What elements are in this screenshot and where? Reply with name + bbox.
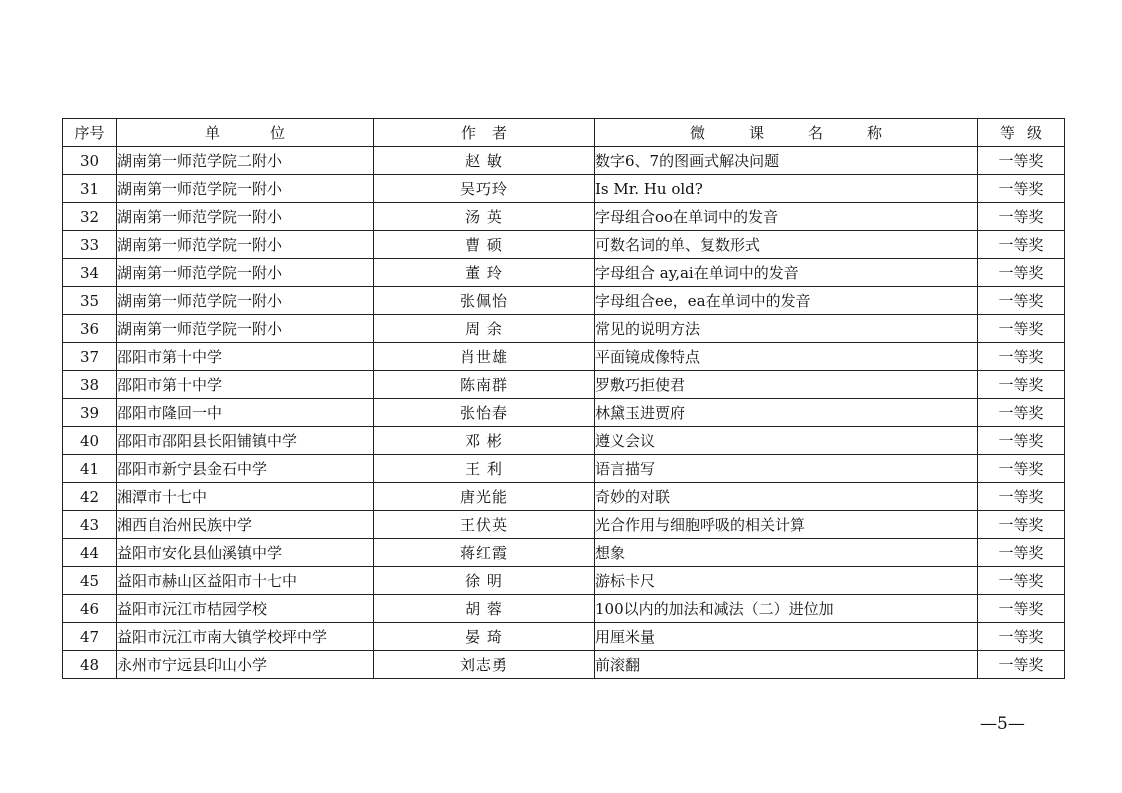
- cell-unit: 湖南第一师范学院一附小: [117, 287, 374, 315]
- table-row: [63, 287, 1065, 315]
- cell-level: 一等奖: [978, 483, 1065, 511]
- table-row: [63, 231, 1065, 259]
- cell-no: 30: [63, 147, 117, 175]
- table-row: [63, 371, 1065, 399]
- cell-author: 曹 硕: [374, 231, 595, 259]
- cell-author: 张怡春: [374, 399, 595, 427]
- cell-author: 张佩怡: [374, 287, 595, 315]
- cell-author: 赵 敏: [374, 147, 595, 175]
- cell-author: 汤 英: [374, 203, 595, 231]
- cell-unit: 邵阳市第十中学: [117, 371, 374, 399]
- cell-author: 邓 彬: [374, 427, 595, 455]
- cell-no: 36: [63, 315, 117, 343]
- cell-level: 一等奖: [978, 259, 1065, 287]
- cell-unit: 益阳市安化县仙溪镇中学: [117, 539, 374, 567]
- cell-level: 一等奖: [978, 287, 1065, 315]
- table-row: [63, 623, 1065, 651]
- table-row: [63, 175, 1065, 203]
- cell-level: 一等奖: [978, 231, 1065, 259]
- cell-unit: 邵阳市第十中学: [117, 343, 374, 371]
- cell-author: 唐光能: [374, 483, 595, 511]
- cell-level: 一等奖: [978, 371, 1065, 399]
- cell-no: 41: [63, 455, 117, 483]
- header-no: 序号: [63, 119, 117, 147]
- table-body: [63, 147, 1065, 679]
- cell-unit: 益阳市沅江市南大镇学校坪中学: [117, 623, 374, 651]
- table-row: [63, 427, 1065, 455]
- table-row: [63, 511, 1065, 539]
- header-unit: 单位: [117, 119, 374, 147]
- cell-author: 吴巧玲: [374, 175, 595, 203]
- cell-level: 一等奖: [978, 651, 1065, 679]
- cell-no: 31: [63, 175, 117, 203]
- cell-title: 遵义会议: [595, 427, 978, 455]
- header-author: 作者: [374, 119, 595, 147]
- cell-unit: 湘潭市十七中: [117, 483, 374, 511]
- cell-title: 前滚翻: [595, 651, 978, 679]
- cell-author: 蒋红霞: [374, 539, 595, 567]
- table-row: [63, 315, 1065, 343]
- cell-no: 34: [63, 259, 117, 287]
- cell-title: 语言描写: [595, 455, 978, 483]
- cell-level: 一等奖: [978, 455, 1065, 483]
- cell-unit: 益阳市沅江市桔园学校: [117, 595, 374, 623]
- cell-author: 王伏英: [374, 511, 595, 539]
- cell-unit: 湖南第一师范学院一附小: [117, 259, 374, 287]
- cell-level: 一等奖: [978, 343, 1065, 371]
- table-row: [63, 455, 1065, 483]
- table-row: [63, 399, 1065, 427]
- cell-no: 43: [63, 511, 117, 539]
- cell-no: 44: [63, 539, 117, 567]
- cell-author: 王 利: [374, 455, 595, 483]
- table-row: [63, 259, 1065, 287]
- cell-no: 32: [63, 203, 117, 231]
- header-title: 微课名称: [595, 119, 978, 147]
- cell-unit: 湘西自治州民族中学: [117, 511, 374, 539]
- cell-level: 一等奖: [978, 623, 1065, 651]
- cell-title: 字母组合ee，ea在单词中的发音: [595, 287, 978, 315]
- table-row: [63, 203, 1065, 231]
- cell-author: 肖世雄: [374, 343, 595, 371]
- cell-no: 35: [63, 287, 117, 315]
- cell-no: 46: [63, 595, 117, 623]
- cell-unit: 湖南第一师范学院二附小: [117, 147, 374, 175]
- cell-unit: 永州市宁远县印山小学: [117, 651, 374, 679]
- table-row: [63, 343, 1065, 371]
- cell-level: 一等奖: [978, 539, 1065, 567]
- cell-title: 奇妙的对联: [595, 483, 978, 511]
- cell-unit: 益阳市赫山区益阳市十七中: [117, 567, 374, 595]
- cell-author: 胡 蓉: [374, 595, 595, 623]
- cell-level: 一等奖: [978, 315, 1065, 343]
- table-row: [63, 147, 1065, 175]
- award-table: [62, 118, 1065, 679]
- table-row: [63, 595, 1065, 623]
- cell-no: 40: [63, 427, 117, 455]
- cell-title: 字母组合 ay,ai在单词中的发音: [595, 259, 978, 287]
- cell-title: 常见的说明方法: [595, 315, 978, 343]
- cell-unit: 邵阳市邵阳县长阳铺镇中学: [117, 427, 374, 455]
- cell-unit: 湖南第一师范学院一附小: [117, 175, 374, 203]
- cell-no: 42: [63, 483, 117, 511]
- cell-title: 林黛玉进贾府: [595, 399, 978, 427]
- cell-unit: 湖南第一师范学院一附小: [117, 203, 374, 231]
- cell-author: 晏 琦: [374, 623, 595, 651]
- table-row: [63, 539, 1065, 567]
- cell-unit: 邵阳市隆回一中: [117, 399, 374, 427]
- cell-level: 一等奖: [978, 147, 1065, 175]
- cell-level: 一等奖: [978, 567, 1065, 595]
- cell-level: 一等奖: [978, 427, 1065, 455]
- cell-no: 39: [63, 399, 117, 427]
- cell-level: 一等奖: [978, 595, 1065, 623]
- table-row: [63, 651, 1065, 679]
- cell-no: 38: [63, 371, 117, 399]
- cell-title: 用厘米量: [595, 623, 978, 651]
- cell-no: 45: [63, 567, 117, 595]
- cell-author: 陈南群: [374, 371, 595, 399]
- cell-title: 100以内的加法和减法（二）进位加: [595, 595, 978, 623]
- cell-author: 董 玲: [374, 259, 595, 287]
- table-row: [63, 483, 1065, 511]
- cell-title: Is Mr. Hu old?: [595, 175, 978, 203]
- cell-unit: 湖南第一师范学院一附小: [117, 231, 374, 259]
- page-number: —5—: [980, 714, 1025, 734]
- cell-level: 一等奖: [978, 175, 1065, 203]
- cell-level: 一等奖: [978, 203, 1065, 231]
- cell-title: 数字6、7的图画式解决问题: [595, 147, 978, 175]
- cell-title: 想象: [595, 539, 978, 567]
- cell-no: 33: [63, 231, 117, 259]
- cell-title: 平面镜成像特点: [595, 343, 978, 371]
- cell-title: 字母组合oo在单词中的发音: [595, 203, 978, 231]
- cell-title: 可数名词的单、复数形式: [595, 231, 978, 259]
- cell-author: 刘志勇: [374, 651, 595, 679]
- cell-no: 48: [63, 651, 117, 679]
- cell-unit: 邵阳市新宁县金石中学: [117, 455, 374, 483]
- cell-title: 游标卡尺: [595, 567, 978, 595]
- table-header-row: [63, 119, 1065, 147]
- cell-author: 周 余: [374, 315, 595, 343]
- cell-level: 一等奖: [978, 511, 1065, 539]
- cell-no: 37: [63, 343, 117, 371]
- cell-level: 一等奖: [978, 399, 1065, 427]
- cell-author: 徐 明: [374, 567, 595, 595]
- cell-title: 光合作用与细胞呼吸的相关计算: [595, 511, 978, 539]
- cell-unit: 湖南第一师范学院一附小: [117, 315, 374, 343]
- cell-no: 47: [63, 623, 117, 651]
- cell-title: 罗敷巧拒使君: [595, 371, 978, 399]
- header-level: 等级: [978, 119, 1065, 147]
- table-row: [63, 567, 1065, 595]
